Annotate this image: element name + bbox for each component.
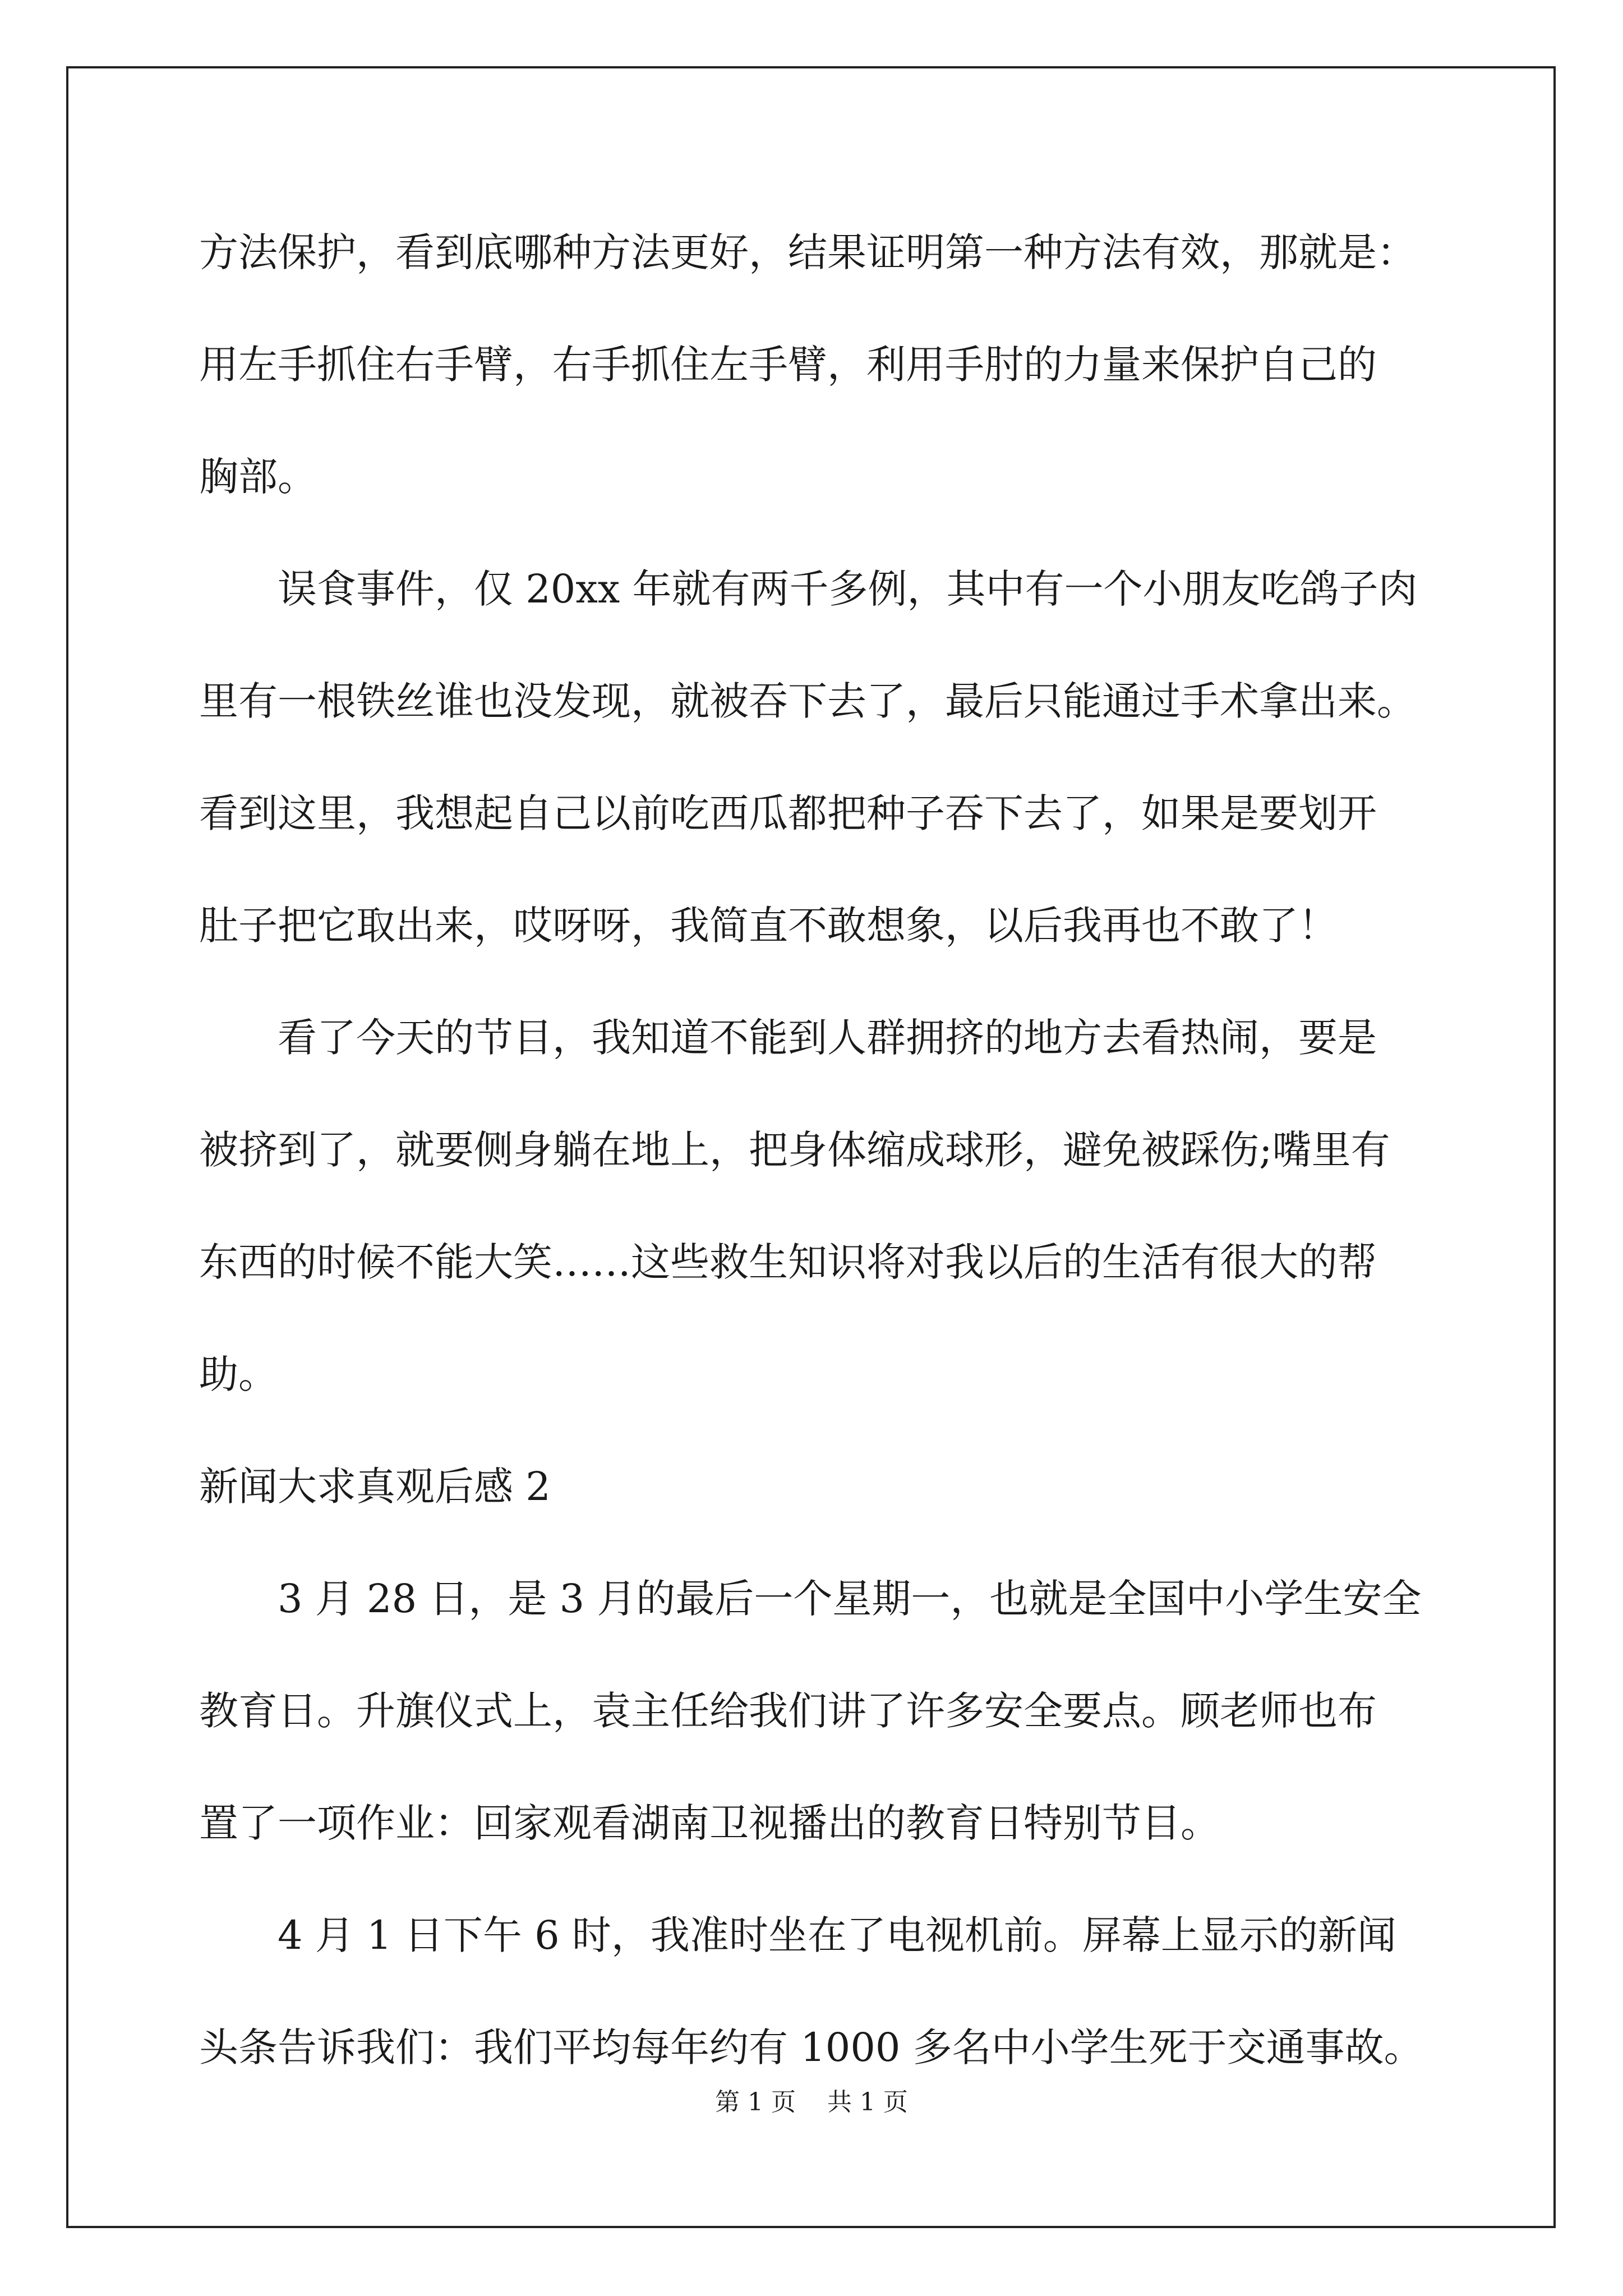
text-line: 里有一根铁丝谁也没发现，就被吞下去了，最后只能通过手术拿出来。	[199, 678, 1416, 724]
paragraph-start-line: 误食事件，仅 20xx 年就有两千多例，其中有一个小朋友吃鸽子肉	[278, 566, 1418, 612]
section-heading: 新闻大求真观后感 2	[199, 1464, 551, 1510]
text-line: 用左手抓住右手臂，右手抓住左手臂，利用手肘的力量来保护自己的	[199, 342, 1377, 388]
page-footer: 第 1 页 共 1 页	[715, 2088, 908, 2116]
document-body	[199, 196, 1450, 2104]
text-line: 肚子把它取出来，哎呀呀，我简直不敢想象，以后我再也不敢了！	[199, 903, 1338, 949]
text-line: 方法保护，看到底哪种方法更好，结果证明第一种方法有效，那就是：	[199, 229, 1416, 275]
text-line: 被挤到了，就要侧身躺在地上，把身体缩成球形，避免被踩伤;嘴里有	[199, 1127, 1390, 1173]
text-line: 置了一项作业：回家观看湖南卫视播出的教育日特别节目。	[199, 1800, 1220, 1846]
text-line: 东西的时候不能大笑……这些救生知识将对我以后的生活有很大的帮	[199, 1239, 1377, 1285]
text-line: 看到这里，我想起自己以前吃西瓜都把种子吞下去了，如果是要划开	[199, 790, 1377, 836]
text-line: 胸部。	[199, 454, 317, 500]
paragraph-start-line: 看了今天的节目，我知道不能到人群拥挤的地方去看热闹，要是	[278, 1015, 1377, 1061]
text-line: 头条告诉我们：我们平均每年约有 1000 多名中小学生死于交通事故。	[199, 2024, 1423, 2070]
text-line: 教育日。升旗仪式上，袁主任给我们讲了许多安全要点。顾老师也布	[199, 1688, 1377, 1734]
paragraph-start-line: 4 月 1 日下午 6 时，我准时坐在了电视机前。屏幕上显示的新闻	[278, 1912, 1396, 1958]
text-line: 助。	[199, 1351, 278, 1397]
paragraph-start-line: 3 月 28 日，是 3 月的最后一个星期一，也就是全国中小学生安全	[278, 1576, 1422, 1622]
